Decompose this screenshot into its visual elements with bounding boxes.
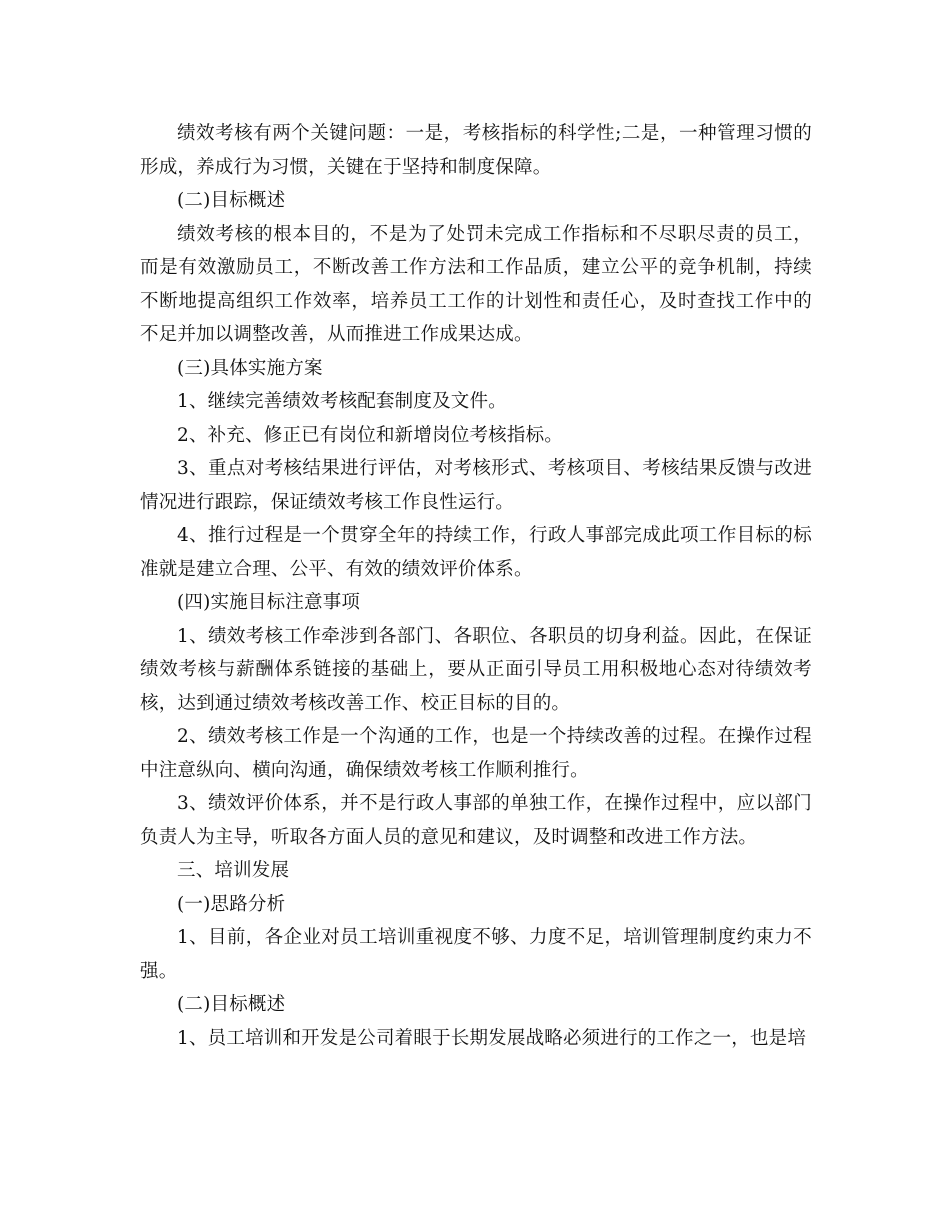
list-item-plan-4: 4、推行过程是一个贯穿全年的持续工作，行政人事部完成此项工作目标的标准就是建立合理、公平、有效的绩效评价体系。 — [140, 525, 812, 580]
heading-analysis: (一)思路分析 — [177, 893, 286, 915]
heading-training-development: 三、培训发展 — [177, 860, 290, 881]
document-body — [140, 117, 812, 1055]
list-item-plan-2: 2、补充、修正已有岗位和新增岗位考核指标。 — [177, 424, 563, 446]
list-item-plan-1: 1、继续完善绩效考核配套制度及文件。 — [177, 391, 507, 412]
paragraph-goal-description: 绩效考核的根本目的，不是为了处罚未完成工作指标和不尽职尽责的员工，而是有效激励员工，不断改善工作方法和工作品质，建立公平的竞争机制，持续不断地提高组织工作效率，培养员工工作的计划性和责任心，及时查找工作中的不足并加以调整改善，从而推进工作成果达成。 — [140, 223, 812, 345]
list-item-analysis-1: 1、目前，各企业对员工培训重视度不够、力度不足，培训管理制度约束力不强。 — [140, 927, 812, 982]
heading-training-goal-overview: (二)目标概述 — [177, 994, 286, 1015]
list-item-note-1: 1、绩效考核工作牵涉到各部门、各职位、各职员的切身利益。因此，在保证绩效考核与薪酬体系链接的基础上，要从正面引导员工用积极地心态对待绩效考核，达到通过绩效考核改善工作、校正目标的目的。 — [140, 625, 812, 714]
heading-goal-overview: (二)目标概述 — [177, 190, 286, 211]
list-item-plan-3: 3、重点对考核结果进行评估，对考核形式、考核项目、考核结果反馈与改进情况进行跟踪，保证绩效考核工作良性运行。 — [140, 458, 812, 513]
heading-implementation-plan: (三)具体实施方案 — [177, 357, 323, 379]
paragraph-performance-key-issues: 绩效考核有两个关键问题：一是，考核指标的科学性;二是，一种管理习惯的形成，养成行为习惯，关键在于坚持和制度保障。 — [140, 123, 812, 178]
list-item-note-3: 3、绩效评价体系，并不是行政人事部的单独工作，在操作过程中，应以部门负责人为主导，听取各方面人员的意见和建议，及时调整和改进工作方法。 — [140, 793, 812, 848]
list-item-training-goal-1: 1、员工培训和开发是公司着眼于长期发展战略必须进行的工作之一，也是培 — [177, 1027, 807, 1049]
list-item-note-2: 2、绩效考核工作是一个沟通的工作，也是一个持续改善的过程。在操作过程中注意纵向、横向沟通，确保绩效考核工作顺利推行。 — [140, 726, 812, 781]
heading-notes: (四)实施目标注意事项 — [177, 592, 361, 613]
